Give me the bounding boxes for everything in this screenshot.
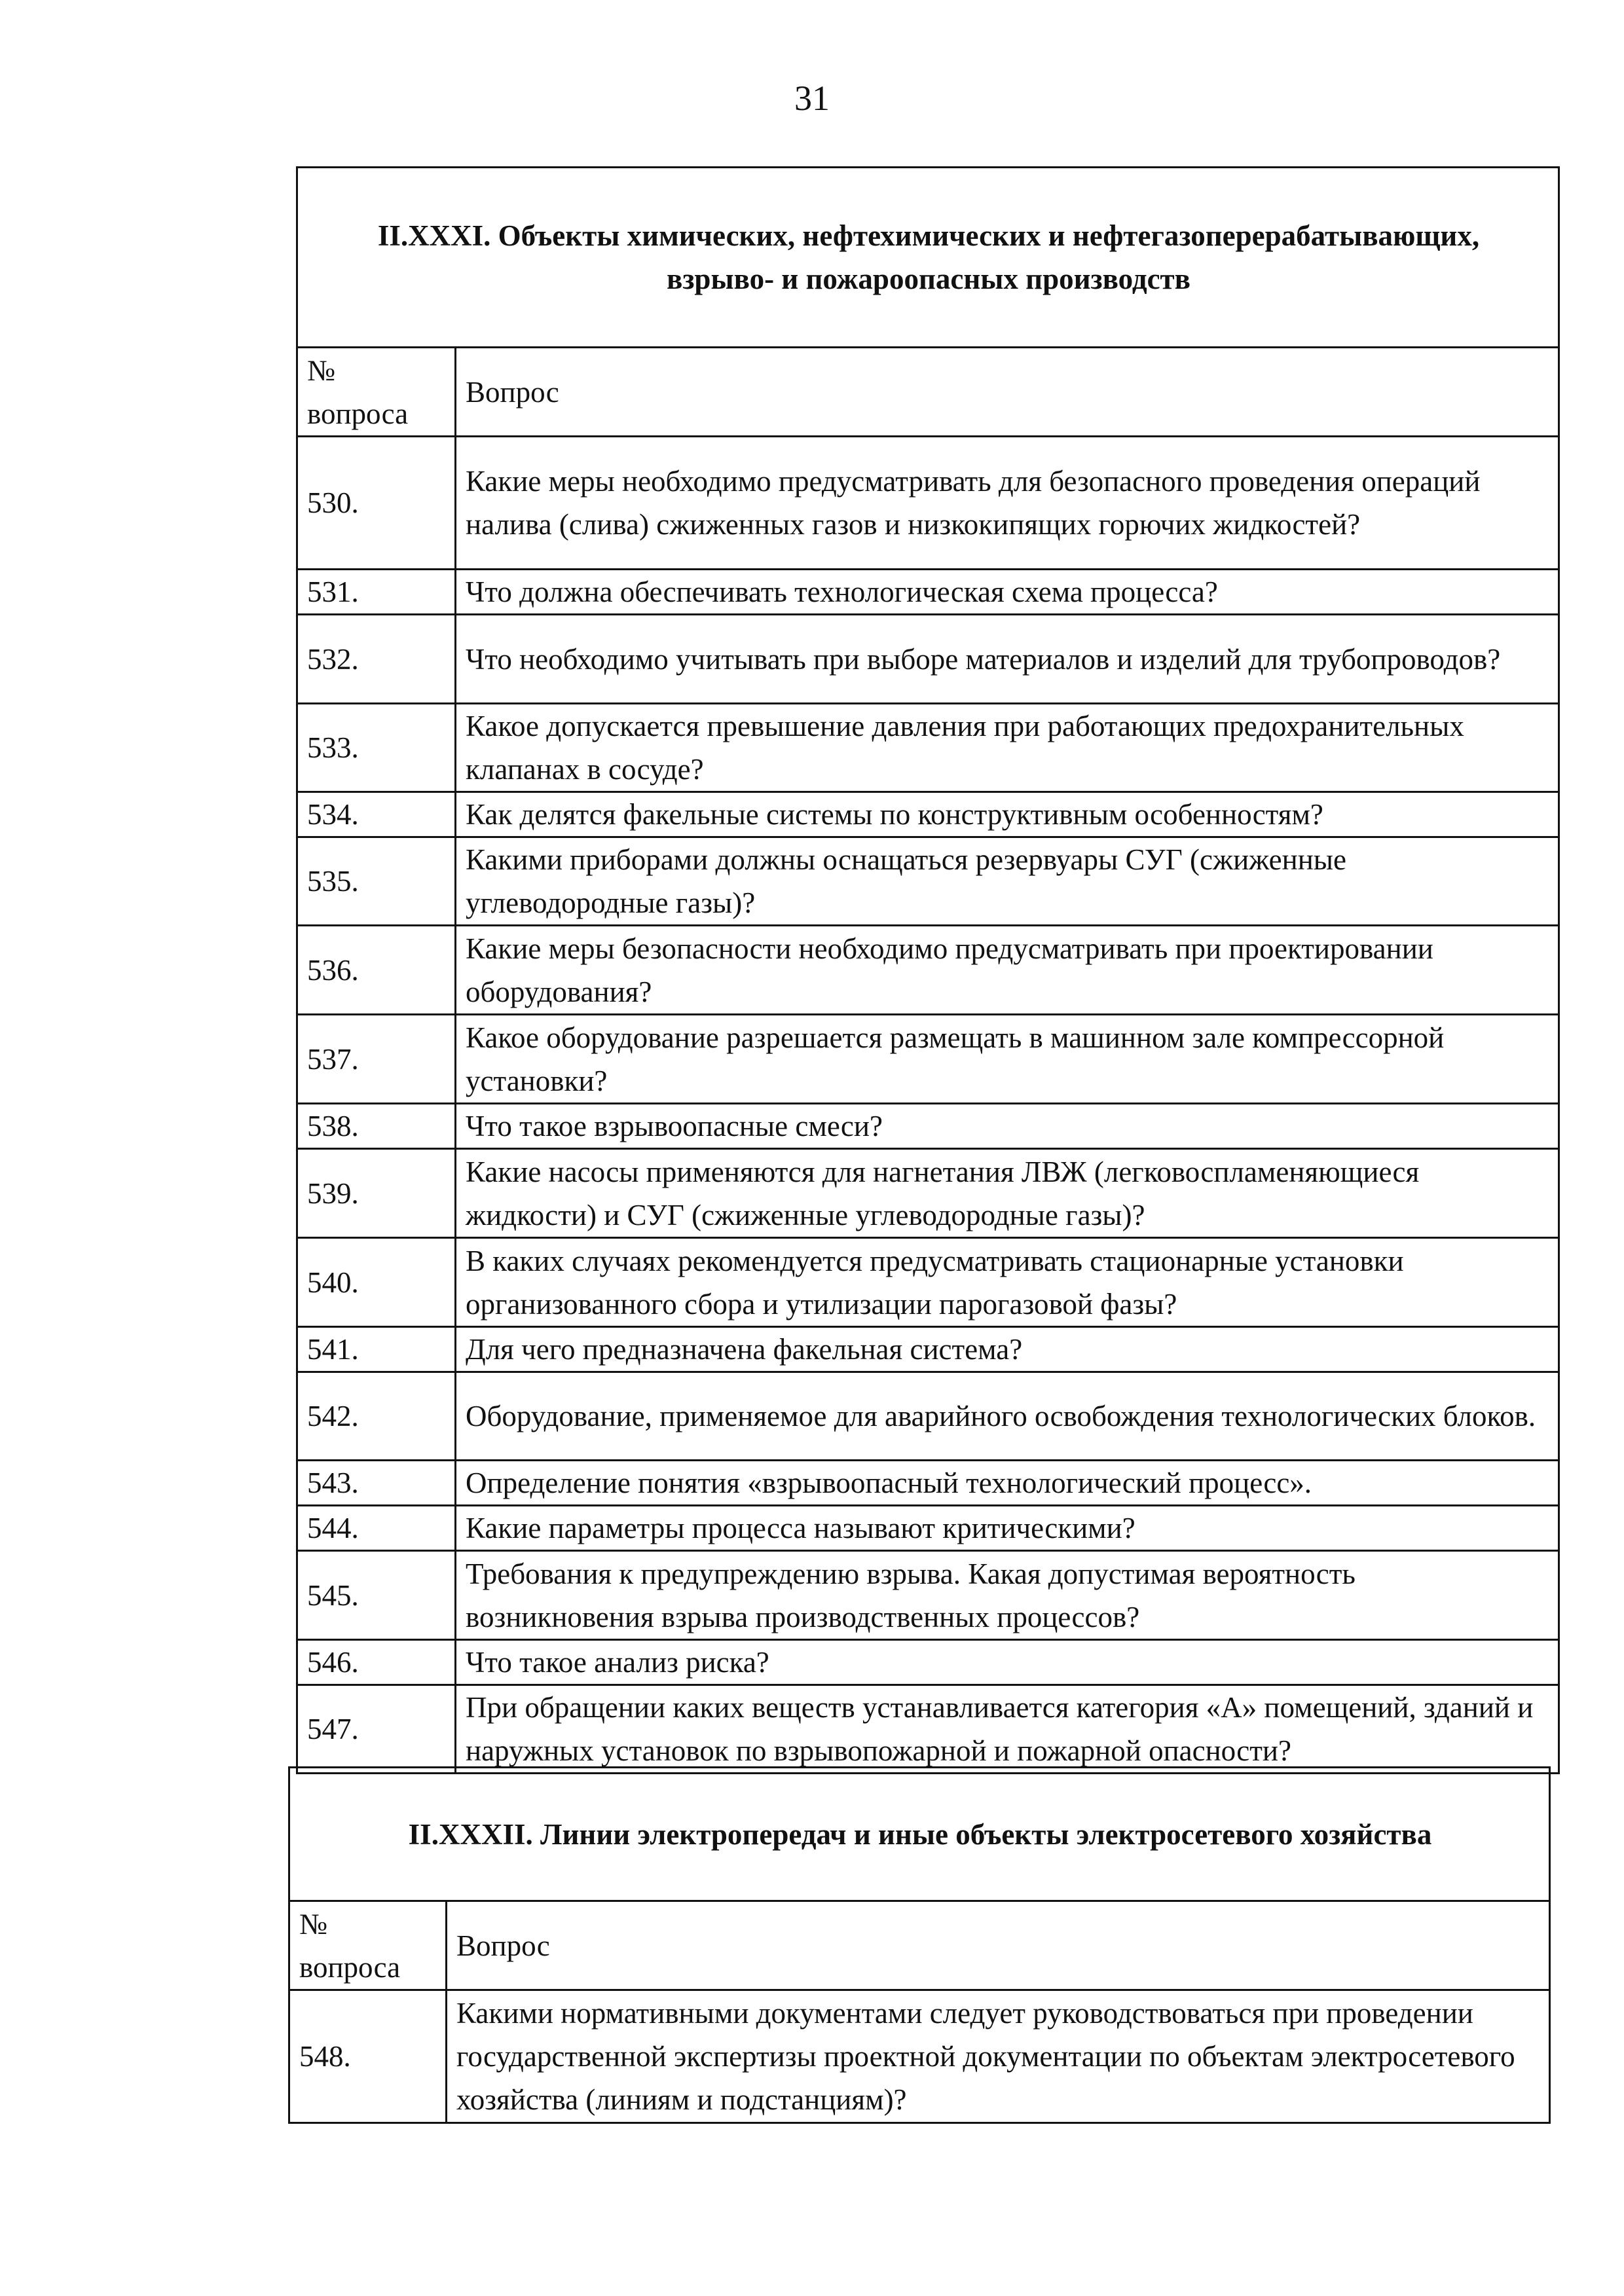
question-text: Какие параметры процесса называют критическими? (456, 1506, 1559, 1551)
table-row (297, 792, 1559, 837)
question-number: 531. (297, 570, 456, 615)
question-number: 539. (297, 1149, 456, 1238)
column-header-number-label: вопроса (307, 397, 409, 430)
questions-table-section-31 (296, 166, 1560, 1774)
table-row (297, 1640, 1559, 1685)
question-text: Оборудование, применяемое для аварийного освобождения технологических блоков. (456, 1372, 1559, 1461)
table-row (297, 1461, 1559, 1506)
table-row (297, 704, 1559, 792)
page-number: 31 (794, 79, 830, 118)
column-header-number (297, 348, 456, 437)
column-header-number-label: вопроса (299, 1950, 401, 1984)
question-number: 548. (289, 1990, 447, 2123)
question-text: Какими приборами должны оснащаться резервуары СУГ (сжиженные углеводородные газы)? (456, 837, 1559, 926)
question-number: 534. (297, 792, 456, 837)
column-header-number-symbol: № (299, 1907, 327, 1941)
column-header-question: Вопрос (447, 1901, 1550, 1990)
table-row (297, 1104, 1559, 1149)
question-text: При обращении каких веществ устанавливается категория «А» помещений, зданий и наружных установок по взрывопожарной и пожарной опасности? (456, 1685, 1559, 1774)
column-header-question: Вопрос (456, 348, 1559, 437)
table-row (297, 615, 1559, 704)
question-text: Для чего предназначена факельная система? (456, 1327, 1559, 1372)
questions-table-section-32 (288, 1766, 1551, 2124)
question-text: Что должна обеспечивать технологическая схема процесса? (456, 570, 1559, 615)
section-title (297, 168, 1559, 348)
section-title-line: II.XXXI. Объекты химических, нефтехимических и нефтегазоперерабатывающих, (377, 219, 1480, 252)
question-text: Какие меры необходимо предусматривать для безопасного проведения операций налива (слива) сжиженных газов и низкокипящих горючих жидкостей? (456, 437, 1559, 570)
question-number: 533. (297, 704, 456, 792)
table-row (297, 1506, 1559, 1551)
question-text: Что такое анализ риска? (456, 1640, 1559, 1685)
question-number: 546. (297, 1640, 456, 1685)
table-row (297, 837, 1559, 926)
section-title-line: II.XXXII. Линии электропередач и иные объекты электросетевого хозяйства (408, 1817, 1432, 1851)
table-row (297, 1238, 1559, 1327)
question-number: 544. (297, 1506, 456, 1551)
question-number: 532. (297, 615, 456, 704)
column-header-number-symbol: № (307, 354, 335, 387)
table-row (297, 1327, 1559, 1372)
question-text: Что такое взрывоопасные смеси? (456, 1104, 1559, 1149)
question-text: Какие меры безопасности необходимо предусматривать при проектировании оборудования? (456, 926, 1559, 1015)
question-text: Требования к предупреждению взрыва. Какая допустимая вероятность возникновения взрыва производственных процессов? (456, 1551, 1559, 1640)
question-text: Какое допускается превышение давления при работающих предохранительных клапанах в сосуде? (456, 704, 1559, 792)
question-number: 537. (297, 1015, 456, 1104)
question-number: 538. (297, 1104, 456, 1149)
question-text: Как делятся факельные системы по конструктивным особенностям? (456, 792, 1559, 837)
question-number: 543. (297, 1461, 456, 1506)
question-number: 545. (297, 1551, 456, 1640)
table-row (297, 926, 1559, 1015)
table-row (297, 570, 1559, 615)
question-number: 530. (297, 437, 456, 570)
question-number: 536. (297, 926, 456, 1015)
table-row (297, 1551, 1559, 1640)
question-text: Какое оборудование разрешается размещать в машинном зале компрессорной установки? (456, 1015, 1559, 1104)
question-number: 542. (297, 1372, 456, 1461)
table-row (297, 437, 1559, 570)
question-text: В каких случаях рекомендуется предусматривать стационарные установки организованного сбора и утилизации парогазовой фазы? (456, 1238, 1559, 1327)
table-row (297, 1685, 1559, 1774)
column-header-number (289, 1901, 447, 1990)
question-number: 540. (297, 1238, 456, 1327)
question-text: Какие насосы применяются для нагнетания ЛВЖ (легковоспламеняющиеся жидкости) и СУГ (сжиженные углеводородные газы)? (456, 1149, 1559, 1238)
table-row (297, 1149, 1559, 1238)
table-row (297, 1015, 1559, 1104)
section-title (289, 1768, 1550, 1901)
question-text: Что необходимо учитывать при выборе материалов и изделий для трубопроводов? (456, 615, 1559, 704)
question-text: Определение понятия «взрывоопасный технологический процесс». (456, 1461, 1559, 1506)
section-title-line: взрыво- и пожароопасных производств (667, 263, 1190, 295)
table-row (297, 1372, 1559, 1461)
question-text: Какими нормативными документами следует руководствоваться при проведении государственной экспертизы проектной документации по объектам электросетевого хозяйства (линиям и подстанциям)? (447, 1990, 1550, 2123)
question-number: 547. (297, 1685, 456, 1774)
table-row (289, 1990, 1550, 2123)
question-number: 541. (297, 1327, 456, 1372)
question-number: 535. (297, 837, 456, 926)
